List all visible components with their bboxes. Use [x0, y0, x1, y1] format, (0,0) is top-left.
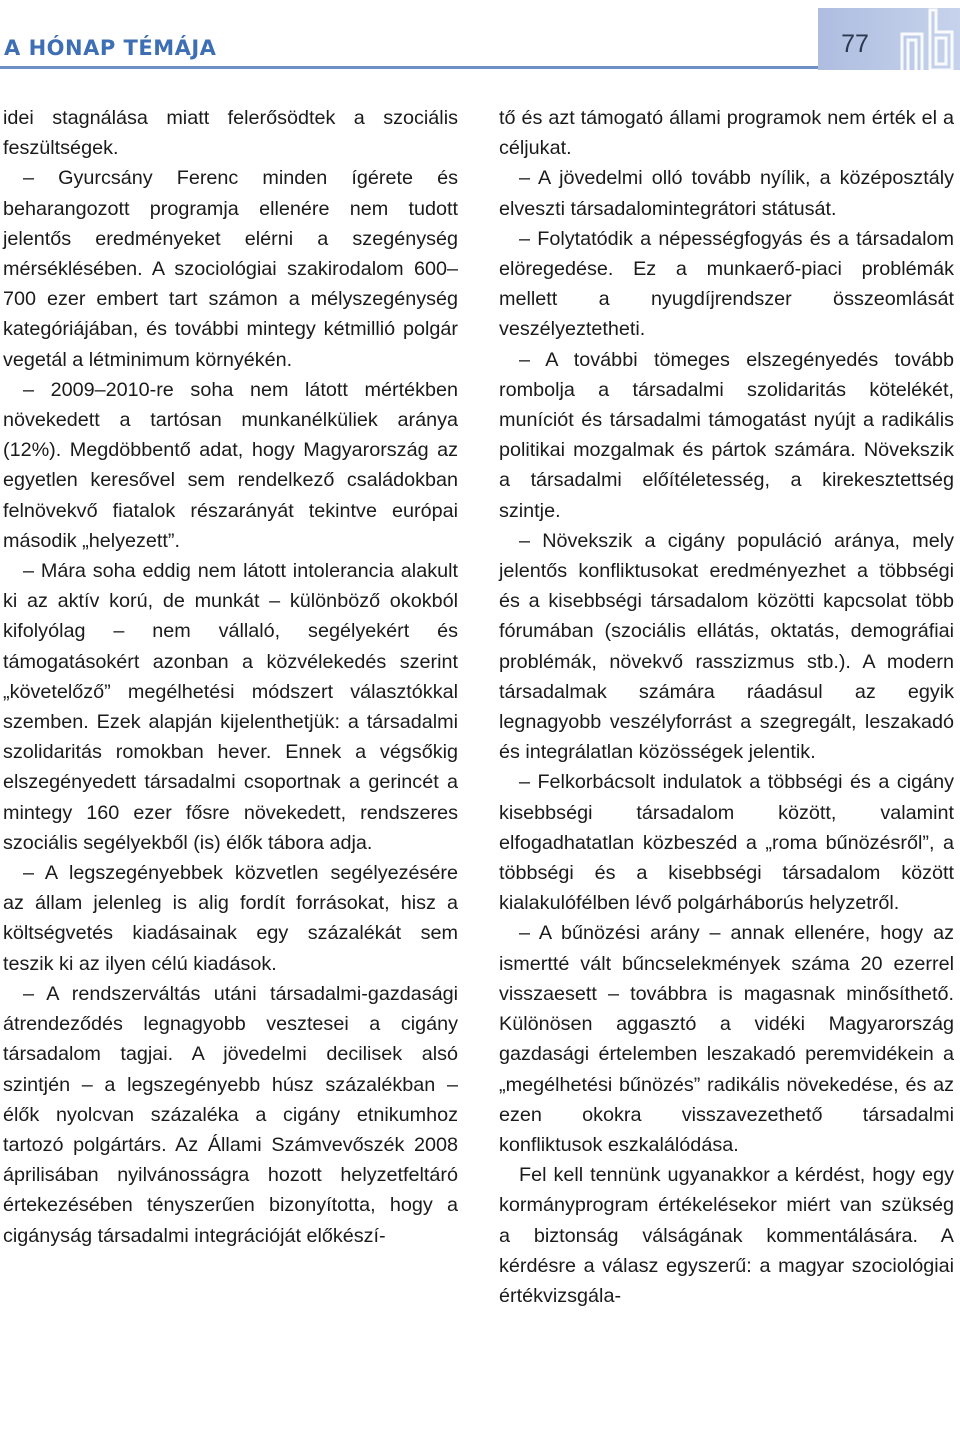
left-text-column [3, 103, 458, 1251]
right-text-column [499, 103, 954, 1311]
paragraph: tő és azt támogató állami programok nem érték el a céljukat. [499, 107, 954, 160]
paragraph: – Felkorbácsolt indulatok a többségi és a cigány kisebbségi társadalom között, valamint elfogadhatatlan közbeszéd a „roma bűnözésről”, a többségi és a kisebbségi társadalom között kialakulófélben lévő polgárháborús helyzetről. [499, 771, 954, 915]
paragraph: – A rendszerváltás utáni társadalmi-gazdasági átrendeződés legnagyobb vesztesei a cigány társadalom tagjai. A jövedelmi decilisek alsó szintjén – a legszegényebb húsz százalékban – élők nyolcvan százaléka a cigány etnikumhoz tartozó polgártárs. Az Állami Számvevőszék 2008 áprilisában nyilvánosságra hozott helyzetfeltáró értekezésében tényszerűen bizonyította, hogy a cigányság társadalmi integrációját előkészí- [3, 982, 458, 1247]
paragraph: idei stagnálása miatt felerősödtek a szociális feszültségek. [3, 107, 458, 160]
paragraph: – Mára soha eddig nem látott intolerancia alakult ki az aktív korú, de munkát – különböző okokból kifolyólag – nem vállaló, segélyekért és támogatásokért azonban a közvélekedés szerint „követelőző” megélhetési módszert választókkal szemben. Ezek alapján kijelenthetjük: a társadalmi szolidaritás romokban hever. Ennek a végsőkig elszegényedett társadalmi csoportnak a gerincét a mintegy 160 ezer fősre növekedett, rendszeres szociális segélyekből (is) élők tábora adja. [3, 560, 458, 854]
page-number-box [818, 8, 960, 70]
paragraph: – Folytatódik a népességfogyás és a társadalom elöregedése. Ez a munkaerő-piaci problémák mellett a nyugdíjrendszer összeomlását veszélyeztetheti. [499, 227, 954, 341]
paragraph: – Növekszik a cigány populáció aránya, mely jelentős konfliktusokat eredményezhet a többségi és a kisebbségi társadalom közötti kapcsolat több fórumában (szociális ellátás, oktatás, demográfiai problémák, növekvő rasszizmus stb.). A modern társadalmak számára ráadásul az egyik legnagyobb veszélyforrást a szegregált, leszakadó és integrálatlan közösségek jelentik. [499, 529, 954, 764]
paragraph: – A jövedelmi olló tovább nyílik, a középosztály elveszti társadalomintegrátori státusát. [499, 167, 954, 220]
nb-logo-icon [896, 8, 960, 70]
page-number: 77 [841, 30, 869, 58]
paragraph: – A legszegényebbek közvetlen segélyezésére az állam jelenleg is alig fordít forrásokat, hisz a költségvetés kiadásainak egy százalékát sem teszik ki az ilyen célú kiadások. [3, 862, 458, 975]
page-header [0, 0, 960, 80]
paragraph: – Gyurcsány Ferenc minden ígérete és beharangozott programja ellenére nem tudott jelentős eredményeket elérni a szegénység mérséklésében. A szociológiai szakirodalom 600–700 ezer embert tart számon a mélyszegénység kategóriájában, és további mintegy kétmillió polgár vegetál a létminimum környékén. [3, 167, 458, 371]
paragraph: – 2009–2010-re soha nem látott mértékben növekedett a tartósan munkanélküliek aránya (12%). Megdöbbentő adat, hogy Magyarország az egyetlen keresővel sem rendelkező családokban felnövekvő fiatalok részarányát tekintve európai második „helyezett”. [3, 378, 458, 552]
paragraph: – A további tömeges elszegényedés tovább rombolja a társadalmi szolidaritás kötelékét, muníciót és társadalmi támogatást nyújt a radikális politikai mozgalmak és pártok számára. Növekszik a társadalmi előítéletesség, a kirekesztettség szintje. [499, 348, 954, 522]
header-rule [0, 66, 818, 69]
paragraph: – A bűnözési arány – annak ellenére, hogy az ismertté vált bűncselekmények száma 20 ezerrel visszaesett – továbbra is magasnak minősíthető. Különösen aggasztó a vidéki Magyarország gazdasági értelemben leszakadó peremvidékein a „megélhetési bűnözés” radikális növekedése, és az ezen okokra visszavezethető társadalmi konfliktusok eszkalálódása. [499, 922, 954, 1156]
section-title: A HÓNAP TÉMÁJA [4, 36, 217, 60]
paragraph: Fel kell tennünk ugyanakkor a kérdést, hogy egy kormányprogram értékelésekor miért van szükség a biztonság válságának kommentálására. A kérdésre a válasz egyszerű: a magyar szociológiai értékvizsgála- [499, 1164, 954, 1307]
